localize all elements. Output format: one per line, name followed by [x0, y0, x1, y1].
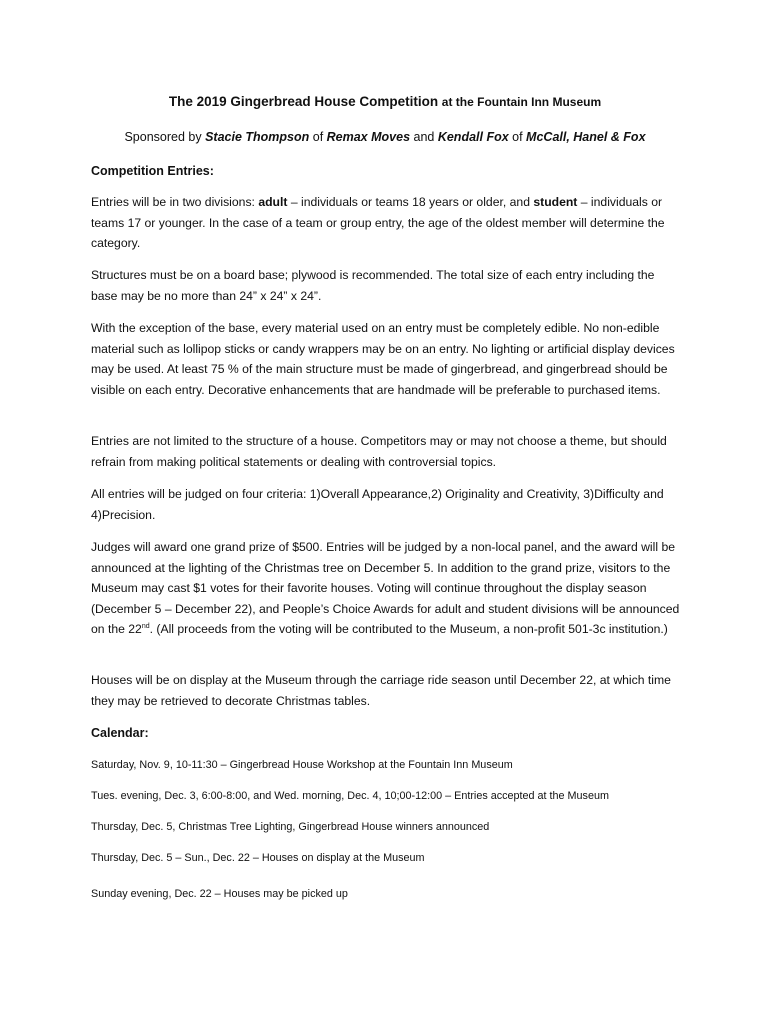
- p6-a: Judges will award one grand prize of $500. Entries will be judged by a non-local panel, and the award will be announced at the lighting of the Christmas tree on December 5. In addition to the grand prize, visitors to the Museum may cast $1 votes for their favorite houses. Voting will continue throughout the display season (December 5 – December 22), and People’s Choice Awards for adult and student divisions will be announced on the 22: [91, 540, 680, 636]
- paragraph-display: Houses will be on display at the Museum through the carriage ride season until December 22, at which time they may be retrieved to decorate Christmas tables.: [91, 673, 671, 708]
- paragraph-divisions: [91, 192, 681, 254]
- sponsor-org-2: McCall, Hanel & Fox: [526, 130, 646, 144]
- paragraph-materials: With the exception of the base, every material used on an entry must be completely edible. No non-edible material such as lollipop sticks or candy wrappers may be on an entry. No lighting or artificial display devices may be used. At least 75 % of the main structure must be made of gingerbread, and gingerbread should be visible on each entry. Decorative enhancements that are handmade will be preferable to purchased items.: [91, 321, 675, 397]
- paragraph-prizes: [91, 537, 681, 640]
- sponsor-name-1: Stacie Thompson: [205, 130, 310, 144]
- document-title: [0, 94, 770, 110]
- title-main: The 2019 Gingerbread House Competition: [168, 94, 439, 109]
- title-suffix: at the Fountain Inn Museum: [441, 95, 602, 109]
- calendar-item: Thursday, Dec. 5, Christmas Tree Lighting, Gingerbread House winners announced: [91, 821, 490, 833]
- entries-heading: Competition Entries:: [91, 164, 214, 178]
- p1-a: Entries will be in two divisions:: [91, 195, 259, 209]
- p1-adult: adult: [258, 195, 288, 209]
- sponsor-and: and: [410, 130, 438, 144]
- sponsor-of-1: of: [309, 130, 327, 144]
- paragraph-structures: Structures must be on a board base; plywood is recommended. The total size of each entry including the base may be no more than 24” x 24” x 24”.: [91, 268, 655, 303]
- paragraph-criteria: All entries will be judged on four criteria: 1)Overall Appearance,2) Originality and Creativity, 3)Difficulty and 4)Precision.: [91, 487, 664, 522]
- p1-student: student: [533, 195, 578, 209]
- calendar-heading: Calendar:: [91, 726, 149, 740]
- sponsor-name-2: Kendall Fox: [437, 130, 509, 144]
- calendar-item: Saturday, Nov. 9, 10-11:30 – Gingerbread House Workshop at the Fountain Inn Museum: [91, 759, 513, 771]
- calendar-item: Sunday evening, Dec. 22 – Houses may be picked up: [91, 888, 348, 900]
- sponsor-line: [0, 129, 770, 145]
- p6-sup: nd: [141, 622, 150, 630]
- sponsor-org-1: Remax Moves: [326, 130, 411, 144]
- calendar-item: Tues. evening, Dec. 3, 6:00-8:00, and Wed. morning, Dec. 4, 10;00-12:00 – Entries accepted at the Museum: [91, 790, 609, 802]
- calendar-item: Thursday, Dec. 5 – Sun., Dec. 22 – Houses on display at the Museum: [91, 852, 425, 864]
- p1-c: – individuals or teams 17 or younger. In the case of a team or group entry, the age of the oldest member will determine the category.: [91, 195, 665, 250]
- p1-b: – individuals or teams 18 years or older, and: [287, 195, 534, 209]
- p6-b: . (All proceeds from the voting will be contributed to the Museum, a non-profit 501-3c institution.): [149, 622, 668, 636]
- sponsor-of-2: of: [508, 130, 527, 144]
- sponsor-prefix: Sponsored by: [124, 130, 206, 144]
- paragraph-themes: Entries are not limited to the structure of a house. Competitors may or may not choose a theme, but should refrain from making political statements or dealing with controversial topics.: [91, 434, 667, 469]
